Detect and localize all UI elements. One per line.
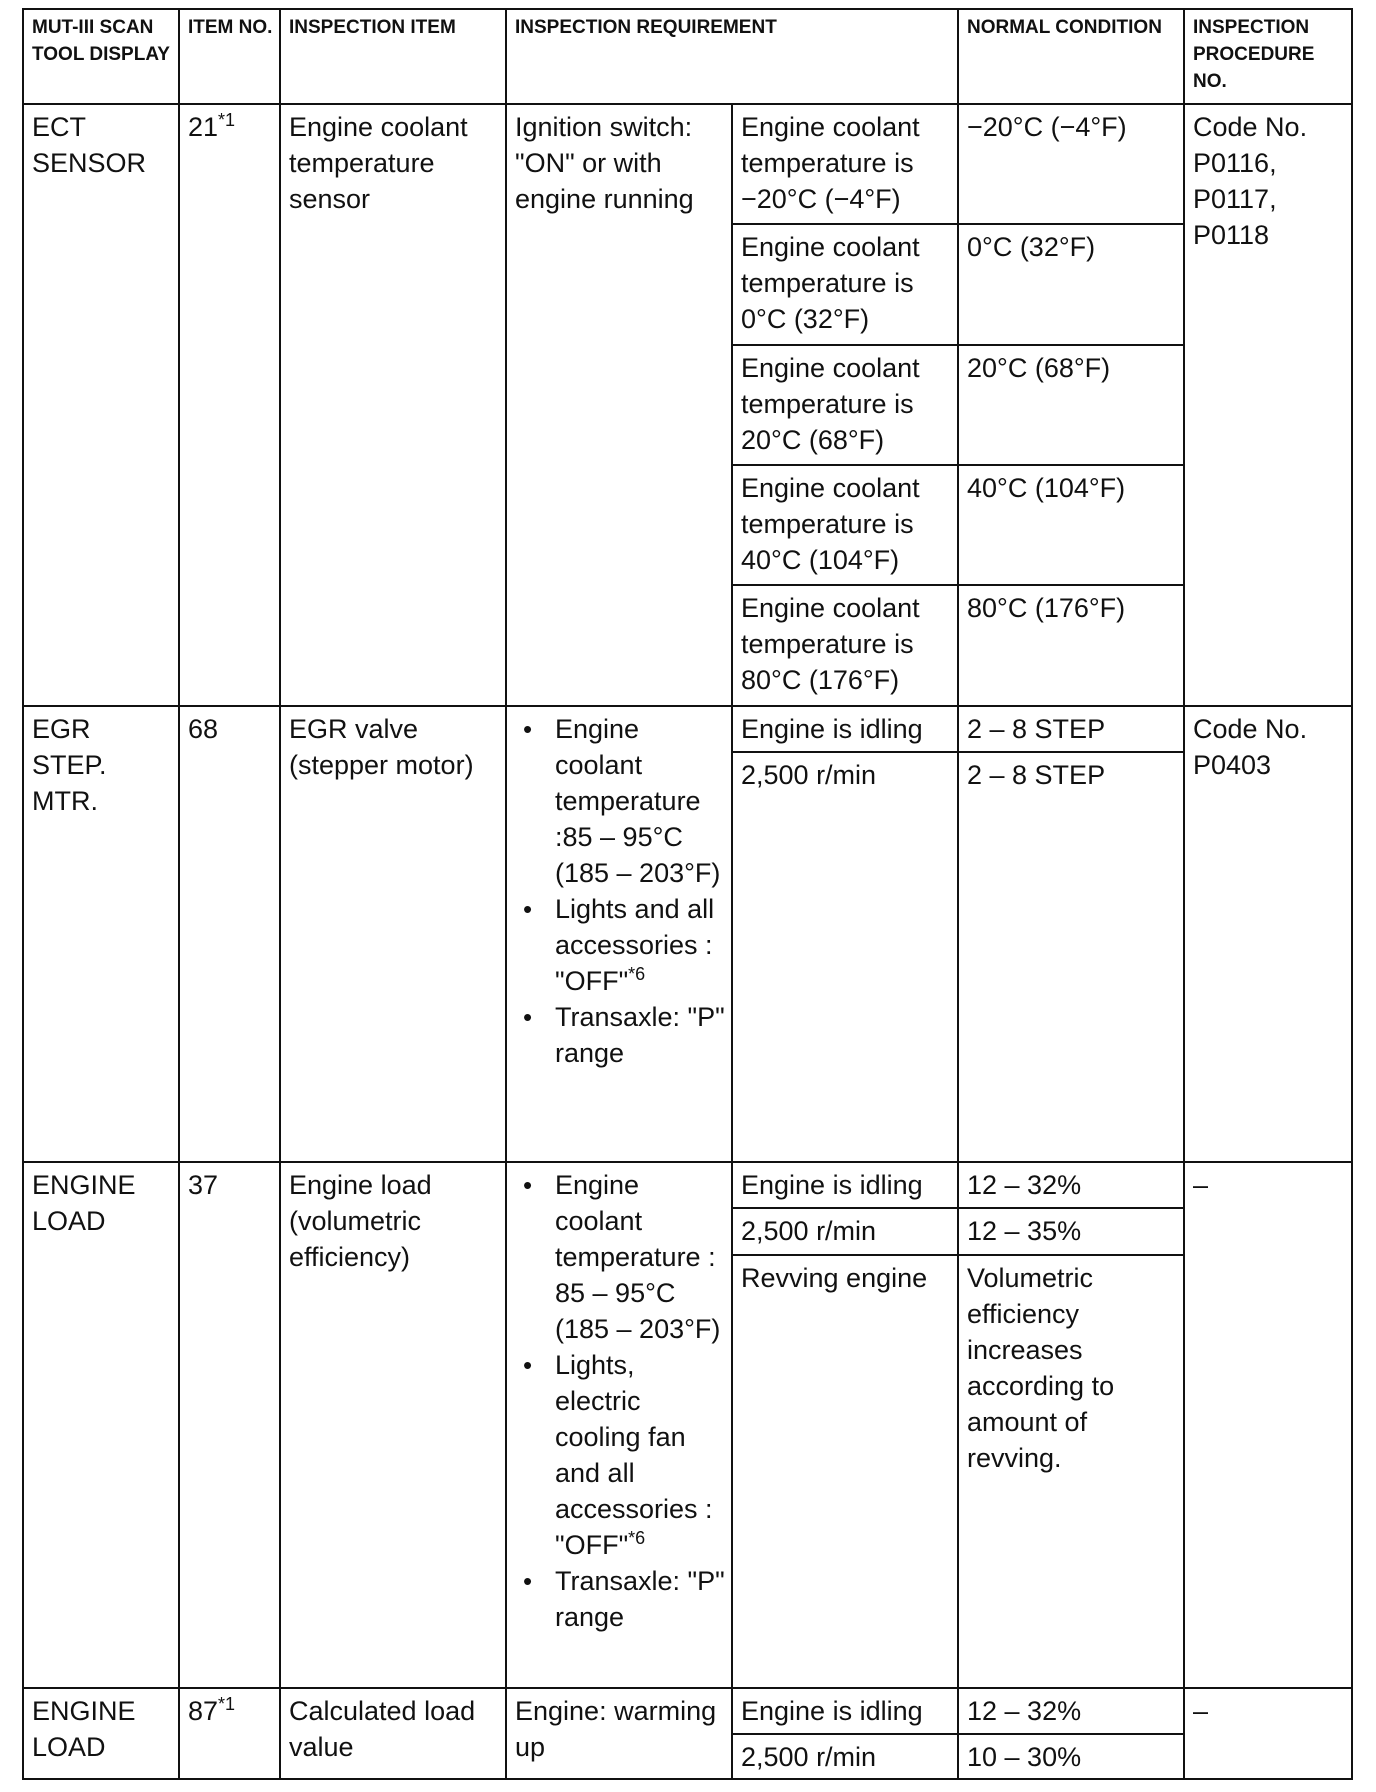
header-inspection-item: INSPECTION ITEM: [280, 9, 506, 104]
ect-requirement: Ignition switch: "ON" or with engine running: [506, 104, 732, 705]
load37-requirement-list: [515, 1167, 725, 1635]
ect-condition-5: Engine coolant temperature is 80°C (176°F): [732, 585, 958, 705]
list-item: • Transaxle: "P" range: [515, 1563, 725, 1635]
load87-condition-2: 2,500 r/min: [732, 1734, 958, 1779]
load87-condition-1: Engine is idling: [732, 1688, 958, 1734]
load37-requirement: [506, 1162, 732, 1688]
ect-condition-3: Engine coolant temperature is 20°C (68°F): [732, 345, 958, 465]
load87-procedure: –: [1184, 1688, 1352, 1779]
load37-normal-1: 12 – 32%: [958, 1162, 1184, 1208]
load87-inspection-item: Calculated load value: [280, 1688, 506, 1779]
ect-item-no: [179, 104, 280, 705]
table-row: [23, 1162, 1352, 1208]
header-item-no: ITEM NO.: [179, 9, 280, 104]
egr-inspection-item: EGR valve (stepper motor): [280, 706, 506, 1162]
egr-procedure: Code No. P0403: [1184, 706, 1352, 1162]
ect-normal-5: 80°C (176°F): [958, 585, 1184, 705]
list-item-text: Lights and all accessories : "OFF": [555, 893, 715, 996]
load37-condition-2: 2,500 r/min: [732, 1208, 958, 1255]
list-item: • Engine coolant temperature :85 – 95°C (185 – 203°F): [515, 711, 725, 891]
load37-item-no: 37: [179, 1162, 280, 1688]
inspection-table: [22, 8, 1353, 1780]
ect-condition-1: Engine coolant temperature is −20°C (−4°F): [732, 104, 958, 224]
load87-item-no: [179, 1688, 280, 1779]
table-row: [23, 1688, 1352, 1734]
load87-requirement: Engine: warming up: [506, 1688, 732, 1779]
egr-condition-1: Engine is idling: [732, 706, 958, 752]
egr-display: EGR STEP. MTR.: [23, 706, 179, 1162]
ect-item-no-footnote: *1: [218, 110, 236, 131]
table-row: [23, 706, 1352, 752]
egr-requirement-list: [515, 711, 725, 1071]
ect-procedure: Code No. P0116, P0117, P0118: [1184, 104, 1352, 705]
header-row: [23, 9, 1352, 104]
table-row: [23, 104, 1352, 224]
ect-condition-4: Engine coolant temperature is 40°C (104°F): [732, 465, 958, 585]
ect-normal-4: 40°C (104°F): [958, 465, 1184, 585]
egr-requirement: [506, 706, 732, 1162]
footnote-mark: *6: [628, 963, 646, 984]
egr-normal-2: 2 – 8 STEP: [958, 752, 1184, 1162]
list-item: • Transaxle: "P" range: [515, 999, 725, 1071]
egr-condition-2: 2,500 r/min: [732, 752, 958, 1162]
load37-condition-1: Engine is idling: [732, 1162, 958, 1208]
load37-condition-3: Revving engine: [732, 1255, 958, 1688]
list-item: • Engine coolant temperature : 85 – 95°C (185 – 203°F): [515, 1167, 725, 1347]
ect-condition-2: Engine coolant temperature is 0°C (32°F): [732, 224, 958, 344]
load37-display: ENGINE LOAD: [23, 1162, 179, 1688]
list-item: [515, 1347, 725, 1563]
ect-normal-1: −20°C (−4°F): [958, 104, 1184, 224]
ect-item-no-value: 21: [188, 112, 219, 143]
load87-normal-1: 12 – 32%: [958, 1688, 1184, 1734]
load87-normal-2: 10 – 30%: [958, 1734, 1184, 1779]
load87-item-no-value: 87: [188, 1695, 219, 1726]
load87-display: ENGINE LOAD: [23, 1688, 179, 1779]
load37-procedure: –: [1184, 1162, 1352, 1688]
load37-normal-3: Volumetric efficiency increases according to amount of revving.: [958, 1255, 1184, 1688]
ect-normal-3: 20°C (68°F): [958, 345, 1184, 465]
egr-normal-1: 2 – 8 STEP: [958, 706, 1184, 752]
list-item: [515, 891, 725, 999]
ect-display: ECT SENSOR: [23, 104, 179, 705]
egr-item-no: 68: [179, 706, 280, 1162]
header-display: MUT-III SCAN TOOL DISPLAY: [23, 9, 179, 104]
load87-item-no-footnote: *1: [218, 1693, 236, 1714]
list-item-text: Lights, electric cooling fan and all accessories : "OFF": [555, 1349, 713, 1560]
header-procedure-no: INSPECTION PROCEDURE NO.: [1184, 9, 1352, 104]
ect-normal-2: 0°C (32°F): [958, 224, 1184, 344]
load37-normal-2: 12 – 35%: [958, 1208, 1184, 1255]
header-normal-condition: NORMAL CONDITION: [958, 9, 1184, 104]
header-requirement: INSPECTION REQUIREMENT: [506, 9, 958, 104]
load37-inspection-item: Engine load (volumetric efficiency): [280, 1162, 506, 1688]
ect-inspection-item: Engine coolant temperature sensor: [280, 104, 506, 705]
footnote-mark: *6: [628, 1527, 646, 1548]
